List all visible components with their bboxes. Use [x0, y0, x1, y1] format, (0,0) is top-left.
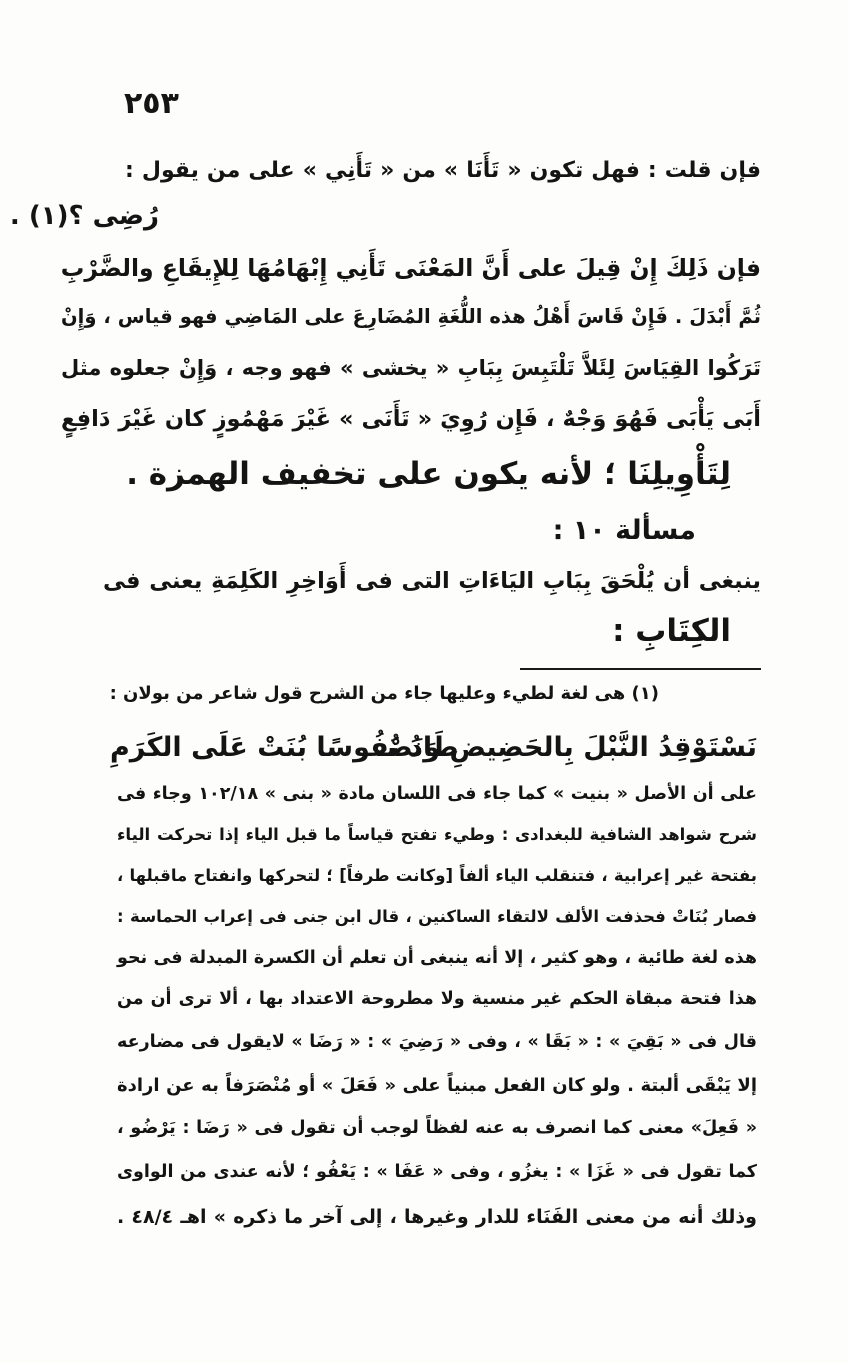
- footnote-line-4: فصار بُنَاتْ فحذفت الألف لالتقاء الساكنين ، قال ابن جنى فى إعراب الحماسة :: [117, 907, 757, 926]
- footnote-line-6: هذا فتحة مبقاة الحكم غير منسية ولا مطروحة الاعتداد بها ، ألا ترى أن من: [117, 989, 757, 1009]
- footnote-line-1: على أن الأصل « بنيت » كما جاء فى اللسان مادة « بنى » ١٠٢/١٨ وجاء فى: [117, 784, 758, 804]
- main-line-9: الكِتَابِ :: [612, 613, 731, 649]
- footnote-line-7: قال فى « بَقِيَ » : « بَقَا » ، وفى « رَضِيَ » : « رَضَا » لايقول فى مضارعه: [117, 1032, 757, 1052]
- section-heading: مسألة ١٠ :: [552, 515, 696, 546]
- main-line-1: فإن قلت : فهل تكون « تَأَنَا » من « تَأَنِي » على من يقول :: [125, 158, 761, 183]
- main-line-3: فإن ذَلِكَ إِنْ قِيلَ على أَنَّ المَعْنَى تَأَنِي إِبْهَامُهَا لِلإِيقَاعِ والضَّرْبِ: [60, 254, 761, 282]
- footnote-line-11: وذلك أنه من معنى الفَنَاء للدار وغيرها ، إلى آخر ما ذكره » اهـ ٤٨/٤ .: [117, 1206, 757, 1228]
- main-line-5: تَرَكُوا القِيَاسَ لِئَلاَّ تَلْتَبِسَ بِبَابِ « يخشى » فهو وجه ، وَإِنْ جعلوه مثل: [61, 356, 761, 380]
- footnote-line-5: هذه لغة طائية ، وهو كثير ، إلا أنه ينبغى أن تعلم أن الكسرة المبدلة فى نحو: [117, 948, 757, 968]
- footnote-line-2: شرح شواهد الشافية للبغدادى : وطيء تفتح قياساً ما قبل الياء إذا تحركت الياء: [117, 825, 757, 844]
- main-line-6: أَبَى يَأْبَى فَهُوَ وَجْهٌ ، فَإِن رُوِيَ « تَأَنَى » غَيْرَ مَهْمُوزٍ كان غَيْرَ دَافِعٍ: [61, 406, 761, 432]
- main-line-4: ثُمَّ أَبْدَلَ . فَإِنْ قَاسَ أَهْلُ هذه اللُّغَةِ المُضَارِعَ على المَاضِي فهو قياس ، وَإِنْ: [61, 305, 761, 328]
- footnote-line-9: « فَعِلَ» معنى كما انصرف به عنه لفظاً لوجب أن تقول فى « رَضَا : يَرْضُو ،: [117, 1118, 757, 1138]
- footnote-line-3: بفتحة غير إعرابية ، فتنقلب الياء ألفاً [وكانت طرفاً] ؛ لتحركها وانفتاح ماقبلها ،: [117, 866, 757, 885]
- footnote-line-8: إلا يَبْقَى ألبتة . ولو كان الفعل مبنياً على « فَعَلَ » أو مُنْصَرَفاً به عن ارادة: [117, 1075, 757, 1096]
- main-line-2: رُضِى ؟(١) .: [9, 201, 159, 231]
- footnote-intro: (١) هى لغة لطيء وعليها جاء من الشرح قول شاعر من بولان :: [109, 683, 659, 704]
- main-line-7: لِتَأْوِيلِنَا ؛ لأنه يكون على تخفيف الهمزة .: [126, 456, 731, 492]
- footnote-divider: [520, 668, 761, 670]
- main-line-8: ينبغى أن يُلْحَقَ بِبَابِ اليَاءَاتِ التى فى أَوَاخِرِ الكَلِمَةِ يعنى فى: [103, 568, 761, 594]
- footnote-line-10: كما تقول فى « غَزَا » : يغزُو ، وفى « عَفَا » : يَعْفُو ؛ لأنه عندى من الواوى: [117, 1162, 757, 1182]
- verse-second-hemistich: طَادُ نُفُوسًا بُنَتْ عَلَى الكَرَمِ: [110, 732, 459, 763]
- verse-first-hemistich: نَسْتَوْقِدُ النَّبْلَ بِالحَضِيضِ وَنَصْـ: [377, 732, 757, 763]
- page-number: ٢٥٣: [124, 86, 179, 121]
